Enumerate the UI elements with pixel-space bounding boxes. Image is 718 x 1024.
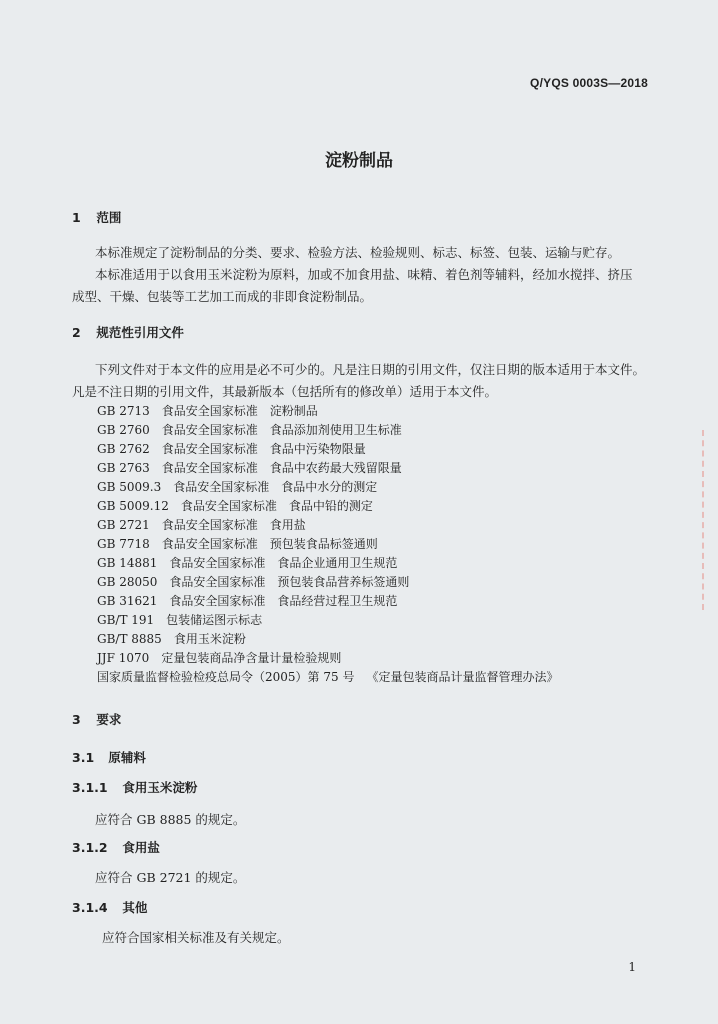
reference-item: GB 2721 食品安全国家标准 食用盐 <box>97 518 306 532</box>
reference-item: GB 31621 食品安全国家标准 食品经营过程卫生规范 <box>97 594 398 608</box>
reference-item: GB 5009.3 食品安全国家标准 食品中水分的测定 <box>97 480 378 494</box>
references-intro-a: 下列文件对于本文件的应用是必不可少的。凡是注日期的引用文件，仅注日期的版本适用于本文件。 <box>95 362 646 377</box>
requirement-text: 应符合 GB 2721 的规定。 <box>95 870 246 885</box>
section-number: 3.1.2 <box>72 840 108 855</box>
reference-item: GB 5009.12 食品安全国家标准 食品中铅的测定 <box>97 499 373 513</box>
reference-item: GB/T 8885 食用玉米淀粉 <box>97 632 246 646</box>
reference-item: GB/T 191 包装储运图示标志 <box>97 613 263 627</box>
reference-item: GB 28050 食品安全国家标准 预包装食品营养标签通则 <box>97 575 410 589</box>
requirement-text: 应符合 GB 8885 的规定。 <box>95 812 246 827</box>
reference-item: GB 2762 食品安全国家标准 食品中污染物限量 <box>97 442 366 456</box>
document-title: 淀粉制品 <box>325 151 393 171</box>
standard-code: Q/YQS 0003S—2018 <box>530 76 648 90</box>
section-1-heading <box>72 208 121 226</box>
section-number: 1 <box>72 210 81 225</box>
seal-stamp-edge <box>702 430 718 610</box>
section-3-1-1-heading <box>72 778 197 796</box>
section-3-heading <box>72 710 121 728</box>
scope-paragraph-2a: 本标准适用于以食用玉米淀粉为原料，加或不加食用盐、味精、着色剂等辅料，经加水搅拌、挤压 <box>95 267 633 282</box>
page-number: 1 <box>628 960 636 974</box>
reference-item: GB 2763 食品安全国家标准 食品中农药最大残留限量 <box>97 461 402 475</box>
section-title: 原辅料 <box>108 750 146 765</box>
section-2-heading <box>72 323 184 341</box>
reference-item: GB 2760 食品安全国家标准 食品添加剂使用卫生标准 <box>97 423 402 437</box>
section-number: 3.1.1 <box>72 780 108 795</box>
section-3-1-4-heading <box>72 898 147 916</box>
section-number: 2 <box>72 325 81 340</box>
section-3-1-heading <box>72 748 146 766</box>
reference-item: GB 14881 食品安全国家标准 食品企业通用卫生规范 <box>97 556 398 570</box>
section-3-1-2-heading <box>72 838 160 856</box>
reference-item: GB 2713 食品安全国家标准 淀粉制品 <box>97 404 318 418</box>
section-title: 范围 <box>96 210 122 225</box>
references-intro-b: 凡是不注日期的引用文件，其最新版本（包括所有的修改单）适用于本文件。 <box>72 384 498 399</box>
reference-item: JJF 1070 定量包装商品净含量计量检验规则 <box>97 651 342 665</box>
section-number: 3.1 <box>72 750 95 765</box>
section-number: 3.1.4 <box>72 900 108 915</box>
section-number: 3 <box>72 712 81 727</box>
section-title: 食用盐 <box>122 840 160 855</box>
reference-item: GB 7718 食品安全国家标准 预包装食品标签通则 <box>97 537 378 551</box>
scope-paragraph-2b: 成型、干燥、包装等工艺加工而成的非即食淀粉制品。 <box>72 289 373 304</box>
reference-item: 国家质量监督检验检疫总局令（2005）第 75 号 《定量包装商品计量监督管理办法》 <box>97 670 559 684</box>
section-title: 食用玉米淀粉 <box>122 780 198 795</box>
section-title: 要求 <box>96 712 122 727</box>
section-title: 其他 <box>122 900 148 915</box>
section-title: 规范性引用文件 <box>96 325 184 340</box>
scope-paragraph-1: 本标准规定了淀粉制品的分类、要求、检验方法、检验规则、标志、标签、包装、运输与贮存。 <box>95 245 621 260</box>
requirement-text: 应符合国家相关标准及有关规定。 <box>102 930 290 945</box>
